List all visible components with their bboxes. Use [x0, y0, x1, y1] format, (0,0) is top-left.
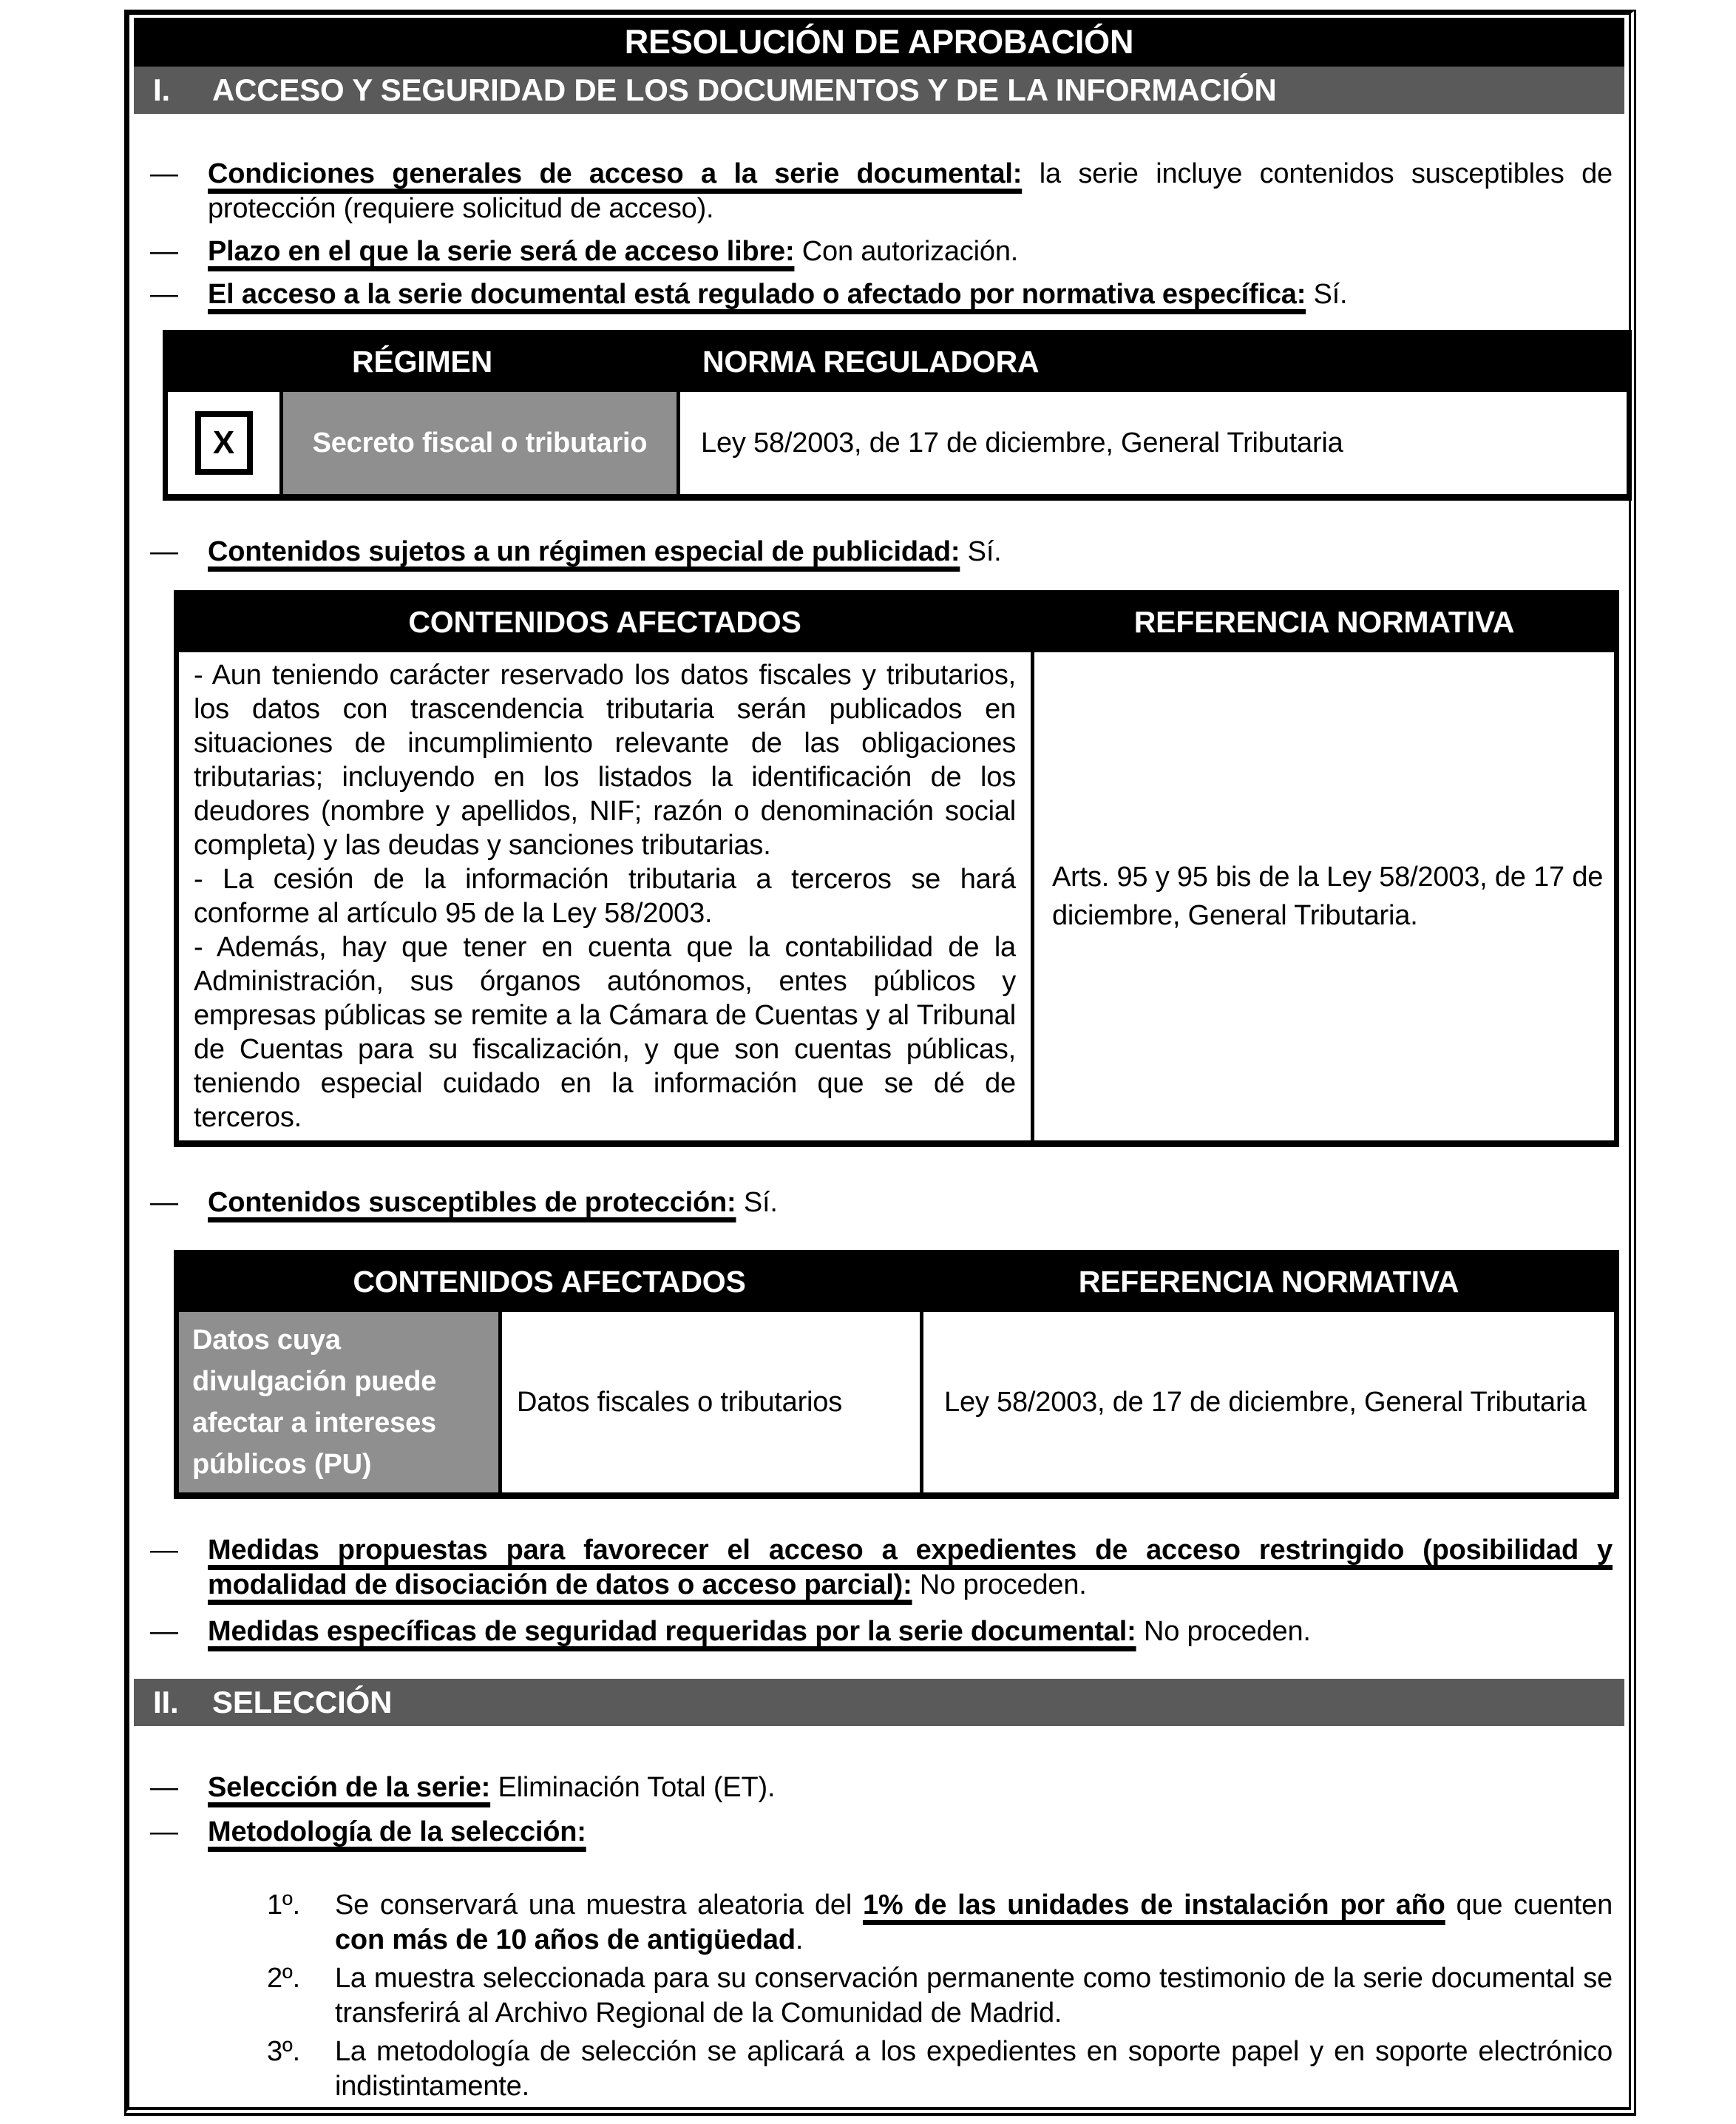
bullet-value: Sí. — [736, 1187, 778, 1218]
bullet-plazo-acceso-libre — [134, 234, 1613, 269]
document-title: RESOLUCIÓN DE APROBACIÓN — [624, 23, 1134, 61]
publicidad-table — [174, 590, 1619, 1147]
step-text: La muestra seleccionada para su conservación permanente como testimonio de la serie documental se transferirá al Archivo Regional de la Comunidad de Madrid. — [335, 1963, 1613, 2029]
checkbox-mark: X — [212, 425, 235, 461]
categoria-datos-cell: Datos cuya divulgación puede afectar a intereses públicos (PU) — [177, 1310, 501, 1496]
contenidos-header-cell: CONTENIDOS AFECTADOS — [177, 1253, 922, 1310]
regimen-header-cell: RÉGIMEN — [166, 333, 679, 390]
contenidos-afectados-cell — [177, 651, 1033, 1144]
dash-icon: — — [150, 1535, 178, 1566]
section-2-header — [134, 1679, 1624, 1726]
bullet-label: Metodología de la selección: — [208, 1816, 586, 1847]
step-text — [335, 1890, 1613, 1955]
referencia-normativa-cell: Ley 58/2003, de 17 de diciembre, General Tributaria — [922, 1310, 1617, 1496]
bullet-contenidos-publicidad — [134, 535, 1613, 569]
step-text-part: que cuenten — [1445, 1890, 1613, 1921]
bullet-value: Sí. — [960, 536, 1002, 567]
dash-icon: — — [150, 1772, 178, 1803]
referencia-header-cell: REFERENCIA NORMATIVA — [1033, 593, 1617, 651]
bullet-metodologia — [134, 1815, 1613, 1850]
referencia-header-cell: REFERENCIA NORMATIVA — [922, 1253, 1617, 1310]
access-bullet-list — [134, 157, 1613, 312]
bullet-medidas-acceso — [134, 1533, 1613, 1603]
regimen-value-cell: Secreto fiscal o tributario — [282, 390, 679, 498]
norma-value-cell: Ley 58/2003, de 17 de diciembre, General Tributaria — [679, 390, 1630, 498]
contenidos-paragraph: - Además, hay que tener en cuenta que la contabilidad de la Administración, sus órganos autónomos, entes públicos y empresas públicas se remite a la Cámara de Cuentas y al Tribunal de Cuentas para su fiscalización, y que son cuentas públicas, teniendo especial cuidado en la información que se dé de terceros. — [194, 932, 1016, 1133]
regimen-table-header-row — [166, 333, 1630, 390]
dash-icon: — — [150, 1816, 178, 1847]
section-1-number: I. — [153, 72, 170, 107]
bullet-label: Selección de la serie: — [208, 1772, 491, 1803]
step-text-emphasis: 1% de las unidades de instalación por año — [862, 1890, 1445, 1921]
section-1-content — [134, 157, 1624, 1649]
section-2-title: SELECCIÓN — [212, 1685, 393, 1719]
bullet-label: Condiciones generales de acceso a la serie documental: — [208, 158, 1023, 189]
bullet-value: No proceden. — [912, 1569, 1087, 1600]
dash-icon: — — [150, 536, 178, 567]
dash-icon: — — [150, 1616, 178, 1647]
step-text-part: . — [795, 1924, 804, 1955]
contenidos-afectados-cell: Datos fiscales o tributarios — [501, 1310, 922, 1496]
bullet-label: El acceso a la serie documental está regulado o afectado por normativa específica: — [208, 279, 1306, 310]
proteccion-table — [174, 1250, 1619, 1499]
publicidad-table-header-row — [177, 593, 1617, 651]
bullet-value: No proceden. — [1136, 1616, 1311, 1647]
bullet-acceso-regulado — [134, 277, 1613, 312]
bullet-medidas-seguridad — [134, 1614, 1613, 1649]
step-text-part: Se conservará una muestra aleatoria del — [335, 1890, 863, 1921]
dash-icon: — — [150, 1187, 178, 1218]
bullet-condiciones-generales — [134, 157, 1613, 226]
step-number: 1º. — [267, 1890, 300, 1921]
step-number: 3º. — [267, 2036, 300, 2067]
bullet-label: Plazo en el que la serie será de acceso libre: — [208, 236, 795, 267]
publicidad-bullet-list — [134, 535, 1613, 569]
checkbox-marked-icon — [195, 411, 253, 475]
bullet-contenidos-proteccion — [134, 1186, 1613, 1220]
selection-step-2 — [267, 1961, 1613, 2031]
step-number: 2º. — [267, 1963, 300, 1994]
norma-header-cell: NORMA REGULADORA — [679, 333, 1630, 390]
document-title-bar — [134, 18, 1624, 67]
selection-step-3 — [267, 2035, 1613, 2104]
bullet-value: la serie incluye contenidos susceptibles de protección (requiere solicitud de acceso). — [208, 158, 1613, 224]
proteccion-table-header-row — [177, 1253, 1617, 1310]
dash-icon: — — [150, 158, 178, 189]
proteccion-bullet-list — [134, 1186, 1613, 1220]
step-text: La metodología de selección se aplicará a los expedientes en soporte papel y en soporte electrónico indistintamente. — [335, 2036, 1613, 2102]
contenidos-paragraph: - La cesión de la información tributaria a terceros se hará conforme al artículo 95 de la Ley 58/2003. — [194, 864, 1016, 929]
contenidos-header-cell: CONTENIDOS AFECTADOS — [177, 593, 1033, 651]
seleccion-bullet-list — [134, 1770, 1613, 1850]
checkbox-cell — [166, 390, 282, 498]
regimen-table — [163, 330, 1632, 501]
regimen-table-row — [166, 390, 1630, 498]
referencia-normativa-cell: Arts. 95 y 95 bis de la Ley 58/2003, de 17 de diciembre, General Tributaria. — [1033, 651, 1617, 1144]
bullet-value: Eliminación Total (ET). — [490, 1772, 776, 1803]
bullet-seleccion-serie — [134, 1770, 1613, 1805]
proteccion-table-row — [177, 1310, 1617, 1496]
publicidad-table-row — [177, 651, 1617, 1144]
section-1-title: ACCESO Y SEGURIDAD DE LOS DOCUMENTOS Y DE LA INFORMACIÓN — [212, 72, 1277, 107]
bullet-value: Con autorización. — [794, 236, 1019, 267]
bullet-value: Sí. — [1306, 279, 1348, 310]
bullet-label: Contenidos susceptibles de protección: — [208, 1187, 736, 1218]
bullet-label: Medidas específicas de seguridad requeridas por la serie documental: — [208, 1616, 1136, 1647]
contenidos-paragraph: - Aun teniendo carácter reservado los datos fiscales y tributarios, los datos con trascendencia tributaria serán publicados en situaciones de incumplimiento relevante de las obligaciones tributarias; incluyendo en los listados la identificación de los deudores (nombre y apellidos, NIF; razón o denominación social completa) y las deudas y sanciones tributarias. — [194, 660, 1016, 861]
step-text-bold: con más de 10 años de antigüedad — [335, 1924, 796, 1955]
bullet-label: Contenidos sujetos a un régimen especial de publicidad: — [208, 536, 960, 567]
bullet-label: Medidas propuestas para favorecer el acceso a expedientes de acceso restringido (posibilidad y modalidad de disociación de datos o acceso parcial): — [208, 1535, 1613, 1600]
medidas-bullet-list — [134, 1533, 1613, 1649]
selection-steps-list — [267, 1888, 1613, 2104]
dash-icon: — — [150, 236, 178, 267]
selection-step-1 — [267, 1888, 1613, 1958]
section-2-number: II. — [153, 1685, 179, 1719]
section-2-content — [134, 1770, 1624, 2104]
section-1-header — [134, 67, 1624, 114]
document-page — [124, 10, 1636, 2116]
dash-icon: — — [150, 279, 178, 310]
